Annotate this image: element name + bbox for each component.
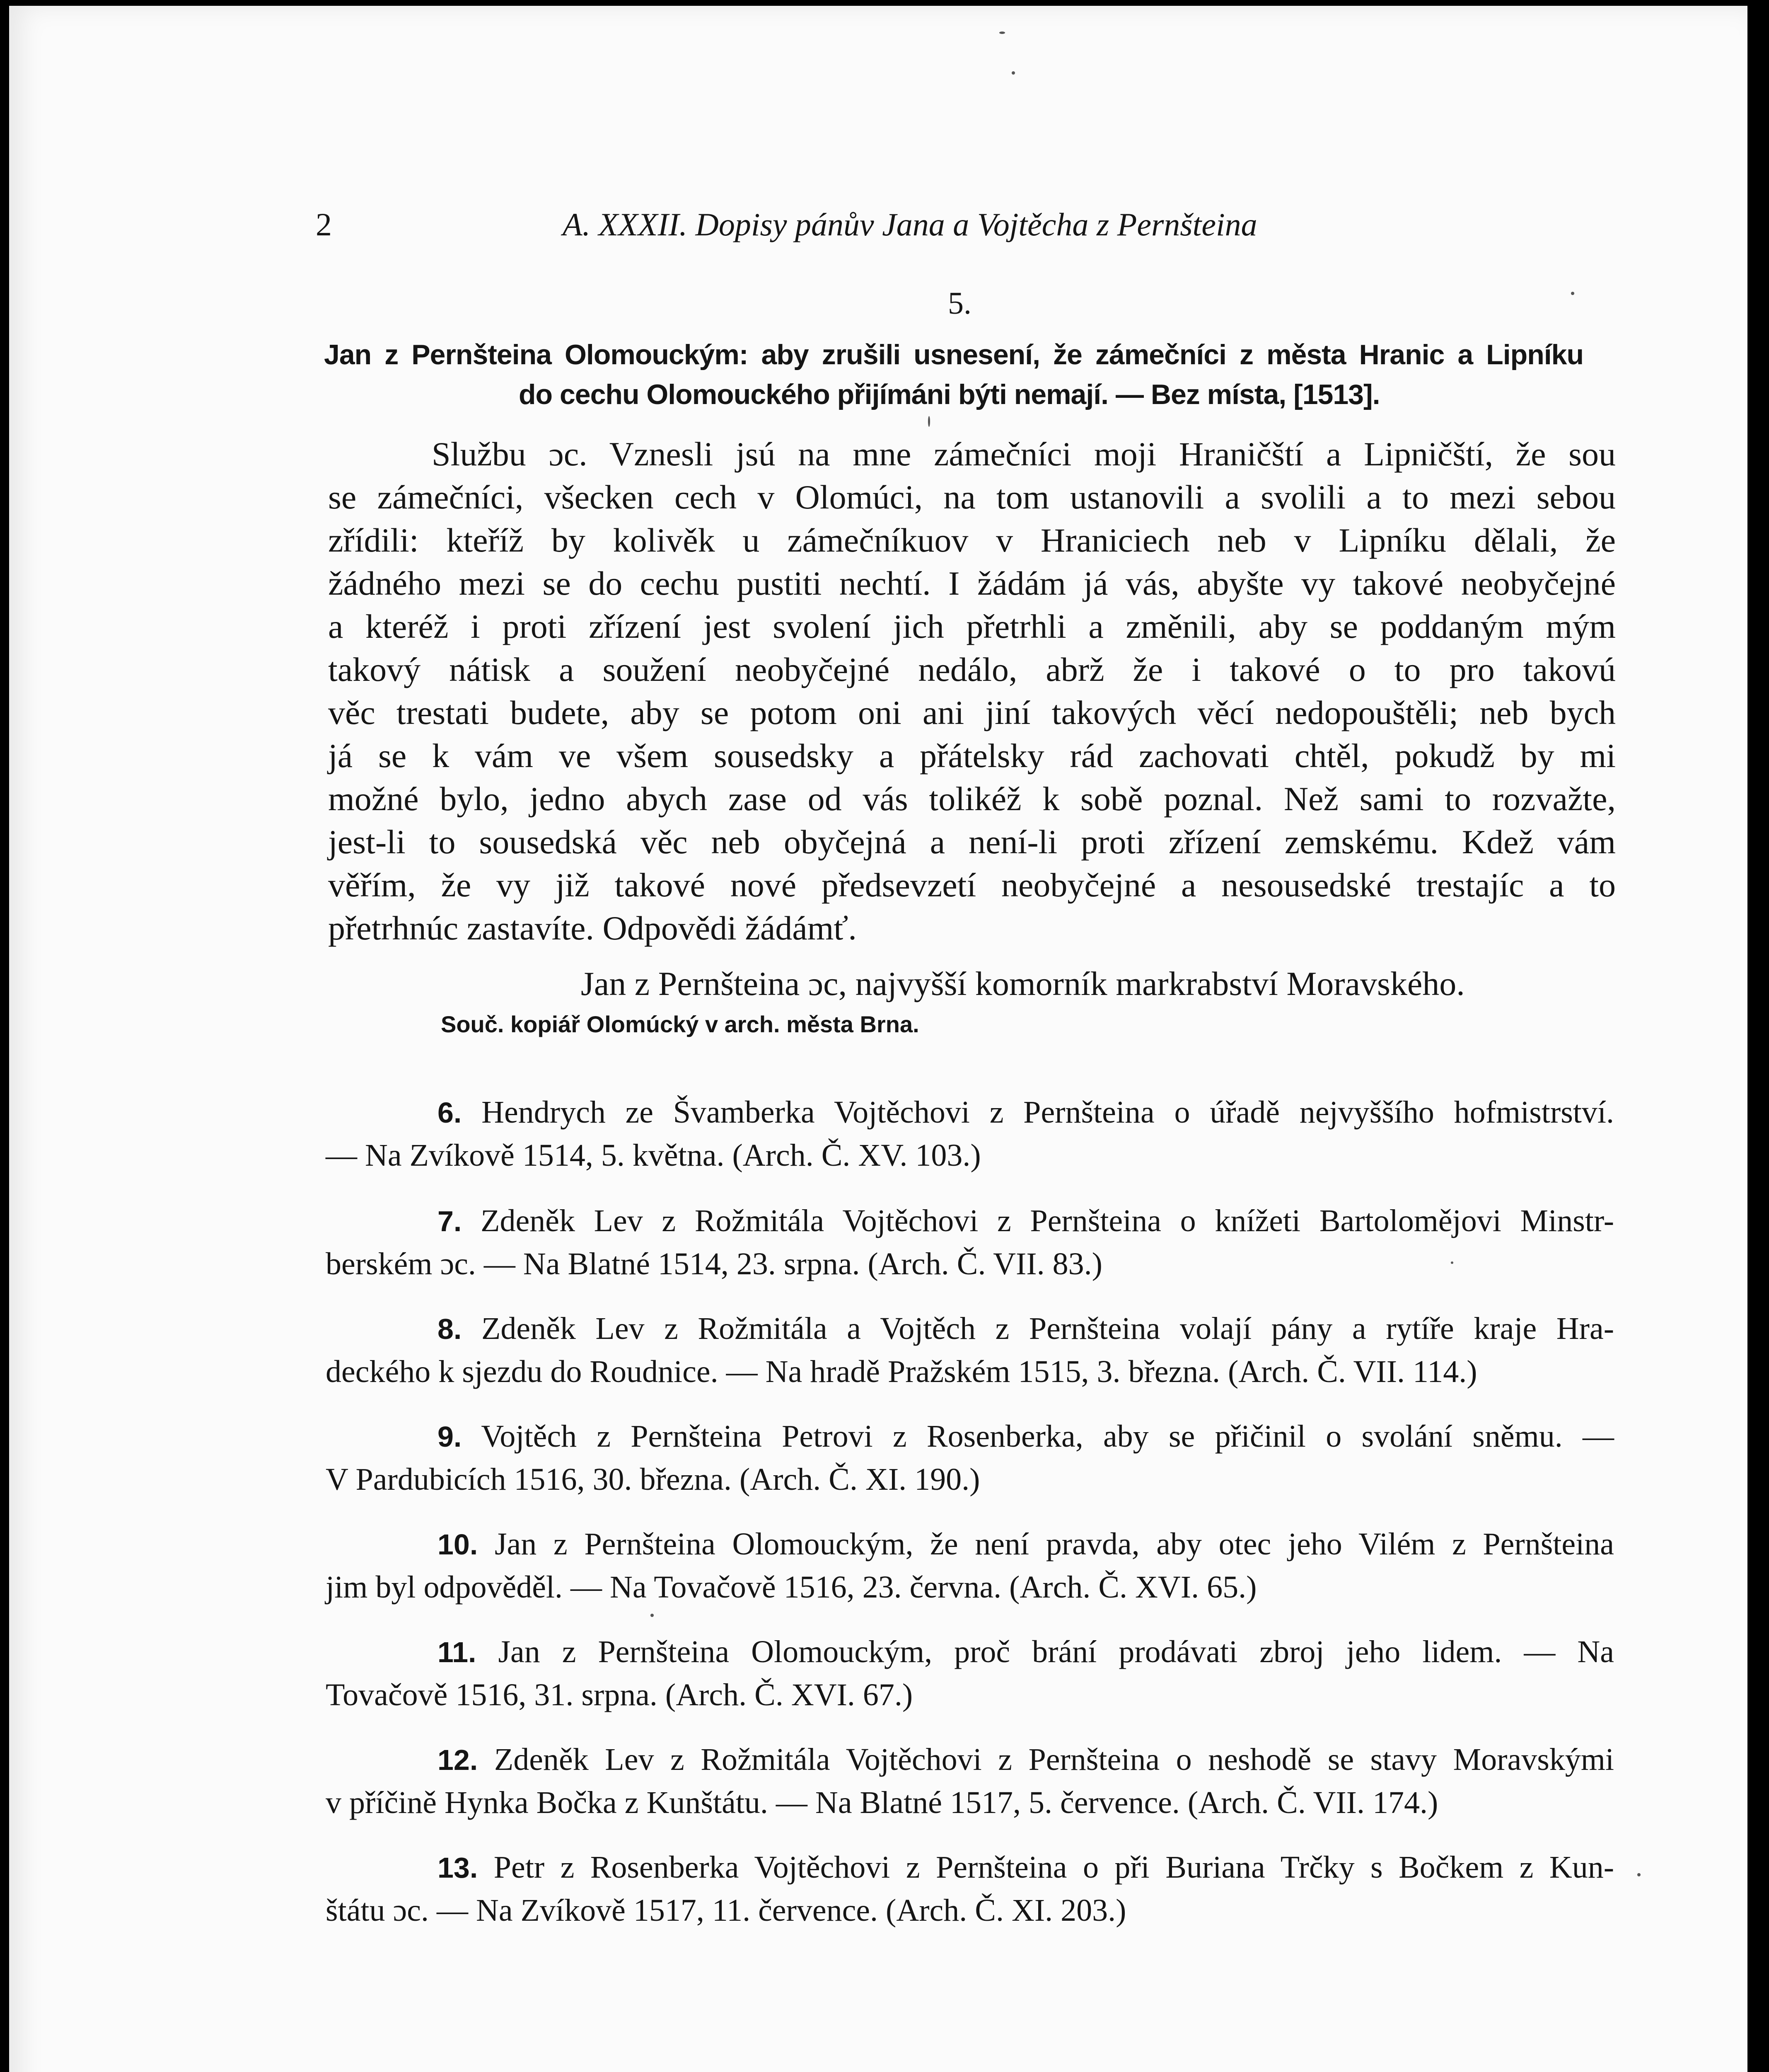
entry-number: 11. — [437, 1636, 476, 1668]
letter-line: Službu ɔc. Vznesli jsú na mne zámečníci moji Hraničští a Lipničští, že sou — [432, 435, 1616, 473]
entry-number: 12. — [437, 1744, 478, 1776]
page-number: 2 — [316, 206, 332, 242]
letter-line: přetrhnúc zastavíte. Odpovědi žádámť. — [328, 909, 857, 947]
letter-line: věc trestati budete, aby se potom oni ani jiní takových věcí nedopouštěli; neb bych — [328, 694, 1616, 731]
entry-12 — [326, 1738, 1614, 1824]
entry-number: 7. — [437, 1205, 462, 1237]
entry-number: 10. — [437, 1528, 478, 1561]
entry-number: 6. — [437, 1097, 462, 1129]
signature-line: Jan z Pernšteina ɔc, najvyšší komorník markrabství Moravského. — [581, 965, 1465, 1002]
entry-number: 8. — [437, 1313, 462, 1345]
print-speck — [1637, 1873, 1641, 1876]
print-speck — [1451, 1261, 1453, 1264]
running-title: A. XXXII. Dopisy pánův Jana a Vojtěcha z Pernšteina — [563, 206, 1257, 242]
letter-line: zřídili: kteříž by kolivěk u zámečníkuov v Hraniciech neb v Lipníku dělali, že — [328, 521, 1616, 559]
letter-line: já se k vám ve všem sousedsky a přátelsky rád zachovati chtěl, pokudž by mi — [328, 737, 1616, 775]
entry-text: Zdeněk Lev z Rožmitála Vojtěchovi z Pernšteina o knížeti Bartolomějovi Minstr- — [481, 1203, 1614, 1238]
entry-text: Jan z Pernšteina Olomouckým, proč brání prodávati zbroj jeho lidem. — Na — [498, 1634, 1614, 1669]
letter-line: takový nátisk a soužení neobyčejné nedálo, abrž že i takové o to pro takovú — [328, 651, 1616, 688]
entry-text: Vojtěch z Pernšteina Petrovi z Rosenberka, aby se přičinil o svolání sněmu. — — [481, 1419, 1614, 1454]
entry-text: Tovačově 1516, 31. srpna. (Arch. Č. XVI. 67.) — [326, 1677, 913, 1712]
print-speck — [1012, 71, 1015, 75]
entry-text: v příčině Hynka Bočka z Kunštátu. — Na Blatné 1517, 5. července. (Arch. Č. VII. 174.) — [326, 1785, 1438, 1820]
letter-line: možné bylo, jedno abych zase od vás tolikéž k sobě poznal. Než sami to rozvažte, — [328, 780, 1616, 818]
print-speck — [1571, 292, 1574, 295]
entry-text: — Na Zvíkově 1514, 5. května. (Arch. Č. XV. 103.) — [326, 1138, 981, 1173]
entry-text: deckého k sjezdu do Roudnice. — Na hradě Pražském 1515, 3. března. (Arch. Č. VII. 114.) — [326, 1354, 1477, 1389]
entry-text: Jan z Pernšteina Olomouckým, že není pravda, aby otec jeho Vilém z Pernšteina — [494, 1527, 1614, 1561]
entry-text: jim byl odpověděl. — Na Tovačově 1516, 23. června. (Arch. Č. XVI. 65.) — [326, 1570, 1257, 1605]
print-speck — [650, 1614, 654, 1617]
entry-number: 13. — [437, 1852, 478, 1884]
entry-11 — [326, 1630, 1614, 1716]
print-speck — [999, 31, 1005, 34]
letter-body — [328, 433, 1616, 950]
entry-7 — [326, 1199, 1614, 1285]
entry-number: 9. — [437, 1421, 462, 1453]
entry-text: Zdeněk Lev z Rožmitála Vojtěchovi z Pernšteina o neshodě se stavy Moravskými — [494, 1742, 1614, 1777]
letter-line: žádného mezi se do cechu pustiti nechtí. I žádám já vás, abyšte vy takové neobyčejné — [328, 564, 1616, 602]
entry-8 — [326, 1307, 1614, 1393]
book-page — [9, 6, 1747, 2072]
entry-text: berském ɔc. — Na Blatné 1514, 23. srpna. (Arch. Č. VII. 83.) — [326, 1247, 1102, 1281]
entry-13 — [326, 1846, 1614, 1932]
entry-text: štátu ɔc. — Na Zvíkově 1517, 11. července. (Arch. Č. XI. 203.) — [326, 1893, 1126, 1928]
letter-line: věřím, že vy již takové nové předsevzetí neobyčejné a nesousedské trestajíc a to — [328, 866, 1616, 904]
document-number: 5. — [948, 286, 972, 321]
entry-text: V Pardubicích 1516, 30. března. (Arch. Č. XI. 190.) — [326, 1462, 980, 1497]
letter-line: jest-li to sousedská věc neb obyčejná a není-li proti zřízení zemskému. Kdež vám — [328, 823, 1616, 861]
entry-text: Hendrych ze Švamberka Vojtěchovi z Pernšteina o úřadě nejvyššího hofmistrství. — [481, 1095, 1614, 1130]
letter-line: a kteréž i proti zřízení jest svolení jich přetrhli a změnili, aby se poddaným mým — [328, 608, 1616, 645]
entry-text: Zdeněk Lev z Rožmitála a Vojtěch z Pernšteina volají pány a rytíře kraje Hra- — [481, 1311, 1614, 1346]
entry-10 — [326, 1523, 1614, 1609]
regest-line: Jan z Pernšteina Olomouckým: aby zrušili usnesení, že zámečníci z města Hranic a Lipníku — [324, 339, 1583, 370]
entry-6 — [326, 1091, 1614, 1177]
entry-9 — [326, 1415, 1614, 1501]
regest-line: do cechu Olomouckého přijímáni býti nemají. — Bez místa, [1513]. — [519, 379, 1380, 410]
print-speck — [928, 416, 930, 427]
letter-line: se zámečníci, všecken cech v Olomúci, na tom ustanovili a svolili a to mezi sebou — [328, 478, 1616, 516]
source-note: Souč. kopiář Olomúcký v arch. města Brna. — [441, 1011, 919, 1037]
entry-text: Petr z Rosenberka Vojtěchovi z Pernšteina o při Buriana Trčky s Bočkem z Kun- — [493, 1850, 1614, 1885]
